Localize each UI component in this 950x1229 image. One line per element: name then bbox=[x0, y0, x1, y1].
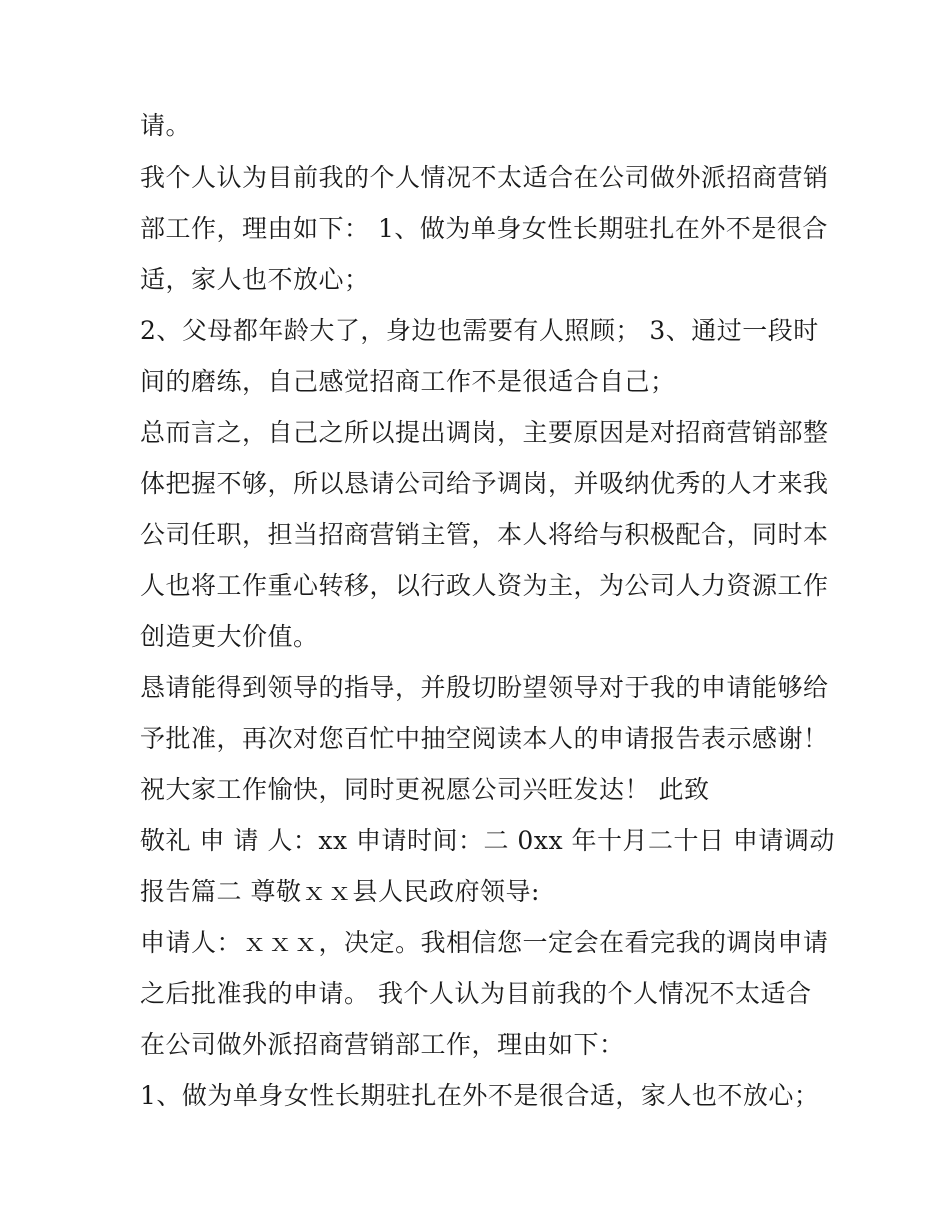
text-line: 2、父母都年龄大了，身边也需要有人照顾； 3、通过一段时 bbox=[140, 316, 819, 345]
text-line: 请。 bbox=[140, 111, 192, 140]
text-line: 报告篇二 尊敬ｘｘ县人民政府领导: bbox=[140, 877, 540, 906]
text-line: 间的磨练，自己感觉招商工作不是很适合自己； bbox=[140, 367, 676, 396]
text-line: 创造更大价值。 bbox=[140, 622, 319, 651]
text-line: 适，家人也不放心； bbox=[140, 265, 370, 294]
text-line: 之后批准我的申请。 我个人认为目前我的个人情况不太适合 bbox=[140, 979, 812, 1008]
text-line: 1、做为单身女性长期驻扎在外不是很合适，家人也不放心； bbox=[140, 1081, 820, 1110]
text-line: 体把握不够，所以恳请公司给予调岗，并吸纳优秀的人才来我 bbox=[140, 469, 829, 498]
text-line: 总而言之，自己之所以提出调岗，主要原因是对招商营销部整 bbox=[140, 418, 829, 447]
text-line: 予批准，再次对您百忙中抽空阅读本人的申请报告表示感谢！ bbox=[140, 724, 829, 753]
text-line: 在公司做外派招商营销部工作，理由如下： bbox=[140, 1030, 625, 1059]
text-line: 我个人认为目前我的个人情况不太适合在公司做外派招商营销 bbox=[140, 163, 829, 192]
text-line: 祝大家工作愉快，同时更祝愿公司兴旺发达！ 此致 bbox=[140, 775, 710, 804]
text-line: 敬礼 申 请 人：xx 申请时间：二 0xx 年十月二十日 申请调动 bbox=[140, 826, 835, 855]
text-line: 公司任职，担当招商营销主管，本人将给与积极配合，同时本 bbox=[140, 520, 829, 549]
text-line: 部工作，理由如下： 1、做为单身女性长期驻扎在外不是很合 bbox=[140, 214, 828, 243]
text-line: 申请人：ｘｘｘ，决定。我相信您一定会在看完我的调岗申请 bbox=[140, 928, 829, 957]
text-line: 人也将工作重心转移，以行政人资为主，为公司人力资源工作 bbox=[140, 571, 829, 600]
text-line: 恳请能得到领导的指导，并殷切盼望领导对于我的申请能够给 bbox=[140, 673, 829, 702]
